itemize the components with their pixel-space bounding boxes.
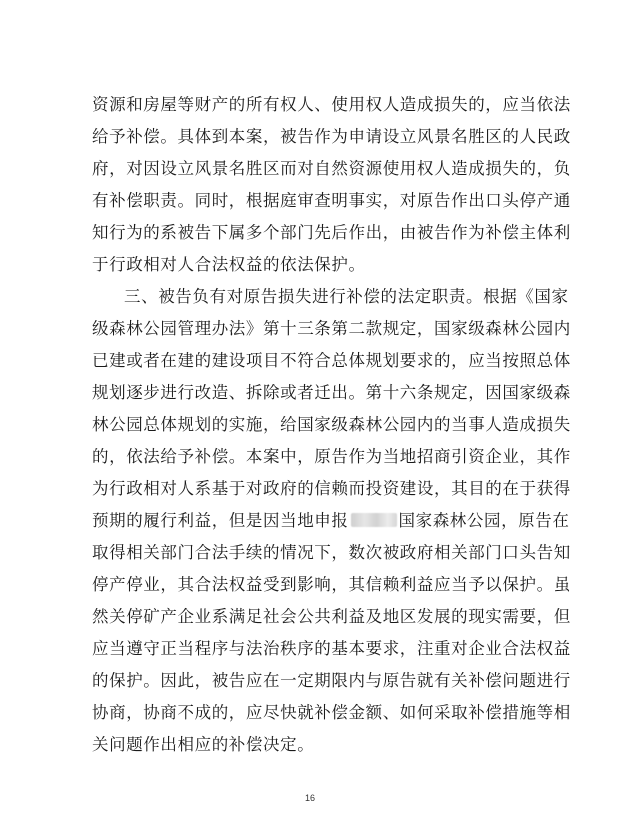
text-line: 的保护。因此，被告应在一定期限内与原告就有关补偿问题进行 — [92, 671, 571, 690]
text-line: 协商，协商不成的，应尽快就补偿金额、如何采取补偿措施等相 — [92, 703, 571, 722]
text-segment: 国家森林公园，原告在 — [398, 511, 570, 530]
text-line: 给予补偿。具体到本案，被告作为申请设立风景名胜区的人民政 — [92, 127, 571, 146]
text-line: 然关停矿产企业系满足社会公共利益及地区发展的现实需要，但 — [92, 607, 571, 626]
text-line: 有补偿职责。同时，根据庭审查明事实，对原告作出口头停产通 — [92, 191, 571, 210]
text-line: 林公园总体规划的实施，给国家级森林公园内的当事人造成损失 — [92, 415, 571, 434]
text-line: 停产停业，其合法权益受到影响，其信赖利益应当予以保护。虽 — [92, 575, 571, 594]
text-line-with-redaction — [92, 511, 570, 531]
text-line: 资源和房屋等财产的所有权人、使用权人造成损失的，应当依法 — [92, 95, 571, 114]
paragraph-start-line: 三、被告负有对原告损失进行补偿的法定职责。根据《国家 — [124, 287, 569, 306]
page-number: 16 — [304, 793, 315, 803]
text-line: 取得相关部门合法手续的情况下，数次被政府相关部门口头告知 — [92, 543, 571, 562]
text-line: 知行为的系被告下属多个部门先后作出，由被告作为补偿主体利 — [92, 223, 571, 242]
text-line: 规划逐步进行改造、拆除或者迁出。第十六条规定，因国家级森 — [92, 383, 571, 402]
text-line: 为行政相对人系基于对政府的信赖而投资建设，其目的在于获得 — [92, 479, 571, 498]
text-line: 已建或者在建的建设项目不符合总体规划要求的，应当按照总体 — [92, 351, 571, 370]
text-line: 级森林公园管理办法》第十三条第二款规定，国家级森林公园内 — [92, 319, 571, 338]
text-line: 关问题作出相应的补偿决定。 — [92, 735, 315, 754]
text-line: 府，对因设立风景名胜区而对自然资源使用权人造成损失的，负 — [92, 159, 571, 178]
redacted-text-blur — [351, 513, 397, 527]
text-line: 的，依法给予补偿。本案中，原告作为当地招商引资企业，其作 — [92, 447, 571, 466]
text-line: 应当遵守正当程序与法治秩序的基本要求，注重对企业合法权益 — [92, 639, 571, 658]
text-line: 于行政相对人合法权益的依法保护。 — [92, 255, 366, 274]
text-segment: 预期的履行利益，但是因当地申报 — [92, 511, 349, 530]
